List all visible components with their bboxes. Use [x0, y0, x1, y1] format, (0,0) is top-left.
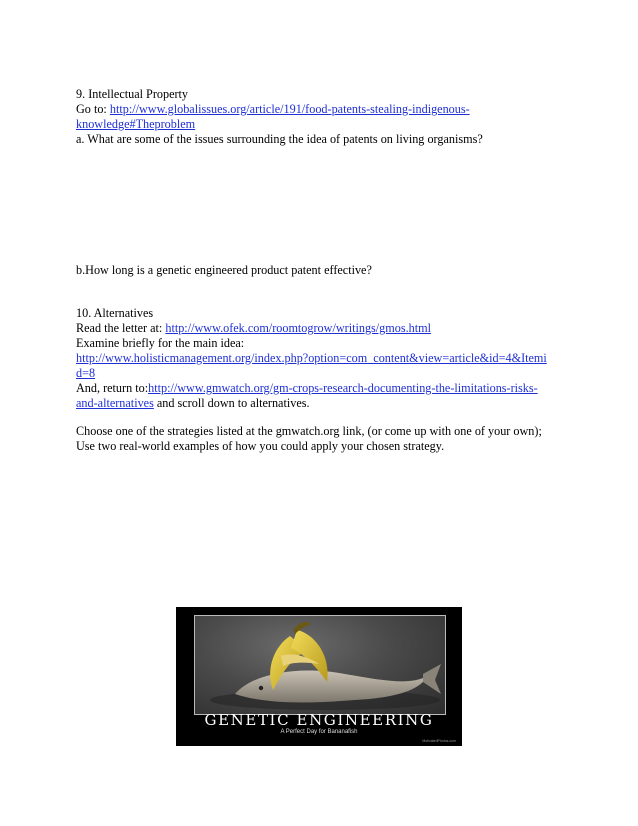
holistic-link-continued-line — [76, 366, 596, 381]
section-9-heading-text: 9. Intellectual Property — [76, 87, 189, 101]
banana-fish-illustration — [195, 616, 445, 714]
gmwatch-link-continued[interactable]: and-alternatives — [76, 396, 154, 410]
ofek-link[interactable]: http://www.ofek.com/roomtogrow/writings/gmos.html — [165, 321, 431, 335]
instruction-line-1 — [76, 424, 596, 439]
return-line — [76, 381, 596, 396]
question-b-text: b.How long is a genetic engineered product patent effective? — [76, 263, 372, 277]
section-10-heading — [76, 306, 596, 321]
question-a-text: a. What are some of the issues surrounding the idea of patents on living organisms? — [76, 132, 483, 146]
section-9-heading — [76, 87, 596, 102]
question-b — [76, 263, 596, 278]
globalissues-link[interactable]: http://www.globalissues.org/article/191/food-patents-stealing-indigenous- — [109, 102, 470, 116]
holisticmanagement-link-continued[interactable]: d=8 — [76, 366, 96, 380]
section-10-heading-text: 10. Alternatives — [76, 306, 154, 320]
instruction-line-1-text: Choose one of the strategies listed at the gmwatch.org link, (or come up with one of your own); — [76, 424, 542, 438]
return-label: And, return to: — [76, 381, 149, 395]
question-a — [76, 132, 596, 147]
read-label: Read the letter at: — [76, 321, 166, 335]
examine-label: Examine briefly for the main idea: — [76, 336, 245, 350]
return-continued-line — [76, 396, 596, 411]
holisticmanagement-link[interactable]: http://www.holisticmanagement.org/index.php?option=com_content&view=article&id=4&Itemi — [76, 351, 547, 365]
poster-subtitle: A Perfect Day for Bananafish — [280, 729, 358, 735]
section-9-link-continued — [76, 117, 596, 132]
instruction-line-2 — [76, 439, 596, 454]
section-9-goto-line — [76, 102, 596, 117]
globalissues-link-continued[interactable]: knowledge#Theproblem — [76, 117, 196, 131]
read-letter-line — [76, 321, 596, 336]
return-suffix: and scroll down to alternatives. — [153, 396, 310, 410]
holistic-link-line — [76, 351, 596, 366]
examine-line — [76, 336, 596, 351]
poster-title: GENETIC ENGINEERING — [204, 711, 434, 729]
gmwatch-link[interactable]: http://www.gmwatch.org/gm-crops-research-documenting-the-limitations-risks- — [148, 381, 538, 395]
instruction-line-2-text: Use two real-world examples of how you could apply your chosen strategy. — [76, 439, 445, 453]
goto-label: Go to: — [76, 102, 110, 116]
banana-fish-photo — [194, 615, 446, 715]
motivational-poster-image — [176, 607, 462, 746]
poster-watermark: MotivatedPhotos.com — [422, 739, 456, 743]
